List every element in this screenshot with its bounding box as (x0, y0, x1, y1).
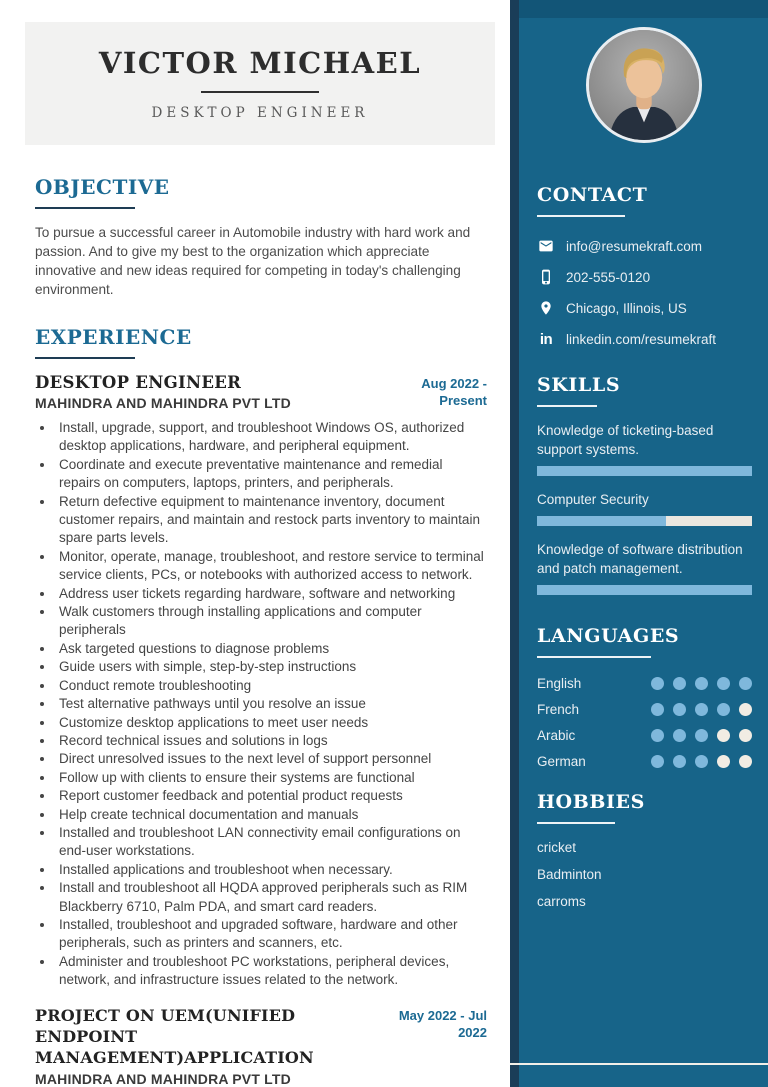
language-row (537, 702, 752, 717)
skill-bar-fill (537, 585, 752, 595)
languages-section (537, 625, 752, 769)
skill-item (537, 540, 752, 595)
person-job-title: DESKTOP ENGINEER (151, 105, 369, 121)
job-entry-header (35, 373, 487, 411)
skill-item (537, 421, 752, 476)
level-dot (673, 755, 686, 768)
hobby-items (537, 840, 752, 909)
project-date: May 2022 - Jul 2022 (398, 1007, 487, 1040)
language-row (537, 676, 752, 691)
languages-heading-rule (537, 656, 651, 658)
job-entry-titles (35, 373, 377, 411)
level-dot (739, 703, 752, 716)
experience-bullet: • Return defective equipment to maintenance inventory, document customer repairs, and maintain and restock parts inventory to maintain spare parts levels. (55, 493, 487, 548)
contact-item (537, 237, 752, 255)
job-date: Aug 2022 - Present (421, 376, 487, 408)
level-dot (695, 755, 708, 768)
language-label: French (537, 702, 580, 717)
skill-item (537, 490, 752, 526)
skill-label: Knowledge of software distribution and patch management. (537, 542, 743, 576)
experience-heading-rule (35, 357, 135, 359)
project-entry-titles (35, 1005, 396, 1087)
contact-item (537, 330, 752, 348)
language-label: German (537, 754, 586, 769)
main-content (35, 175, 487, 1087)
languages-heading: LANGUAGES (537, 625, 680, 647)
level-dot (717, 703, 730, 716)
contact-item-text: 202-555-0120 (566, 269, 651, 285)
level-dot (717, 729, 730, 742)
location-icon (537, 299, 555, 317)
experience-bullet: • Installed and troubleshoot LAN connectivity email configurations on end-user workstations. (55, 824, 487, 861)
language-level-dots (651, 729, 752, 742)
hobby-item: Badminton (537, 867, 602, 882)
language-level-dots (651, 677, 752, 690)
contact-item-text: linkedin.com/resumekraft (566, 331, 717, 347)
experience-heading: EXPERIENCE (35, 325, 192, 349)
level-dot (739, 729, 752, 742)
profile-photo (586, 27, 702, 143)
experience-bullet: • Direct unresolved issues to the next level of support personnel (55, 750, 487, 768)
skill-bar (537, 516, 752, 526)
avatar-illustration (589, 30, 699, 140)
skill-items (537, 421, 752, 595)
experience-bullet: • Ask targeted questions to diagnose problems (55, 640, 487, 658)
level-dot (739, 677, 752, 690)
sidebar-content (537, 184, 752, 921)
objective-heading-rule (35, 207, 135, 209)
experience-bullet: • Installed applications and troubleshoot when necessary. (55, 861, 487, 879)
contact-items (537, 237, 752, 348)
job-title: DESKTOP ENGINEER (35, 373, 242, 392)
hobby-item: cricket (537, 840, 577, 855)
job-company: MAHINDRA AND MAHINDRA PVT LTD (35, 395, 291, 411)
level-dot (673, 729, 686, 742)
hobbies-heading: HOBBIES (537, 791, 645, 813)
level-dot (673, 677, 686, 690)
linkedin-icon: in (539, 330, 553, 348)
experience-bullet: • Record technical issues and solutions in logs (55, 732, 487, 750)
contact-item (537, 299, 752, 317)
project-title: PROJECT ON UEM(UNIFIED ENDPOINT MANAGEMENT)APPLICATION (35, 1005, 314, 1067)
experience-bullet: • Follow up with clients to ensure their systems are functional (55, 769, 487, 787)
objective-section (35, 175, 487, 299)
experience-bullet: • Install, upgrade, support, and troubleshoot Windows OS, authorized desktop applications, hardware, and peripheral equipment. (55, 419, 487, 456)
experience-bullet: • Monitor, operate, manage, troubleshoot, and restore service to terminal service clients, PCs, or notebooks with authorized access to network. (55, 548, 487, 585)
skill-bar-fill (537, 466, 752, 476)
language-label: English (537, 676, 582, 691)
experience-bullet: • Help create technical documentation and manuals (55, 806, 487, 824)
skills-heading: SKILLS (537, 374, 621, 396)
experience-bullet: • Report customer feedback and potential product requests (55, 787, 487, 805)
level-dot (739, 755, 752, 768)
skills-section (537, 374, 752, 595)
experience-bullet: • Conduct remote troubleshooting (55, 677, 487, 695)
contact-item-text: Chicago, Illinois, US (566, 300, 687, 316)
experience-bullet: • Install and troubleshoot all HQDA approved peripherals such as RIM Blackberry 6710, Palm PDA, and smart card readers. (55, 879, 487, 916)
experience-bullet: • Installed, troubleshoot and upgraded software, hardware and other peripherals, such as printers and scanners, etc. (55, 916, 487, 953)
level-dot (695, 703, 708, 716)
experience-section (35, 325, 487, 1087)
objective-heading: OBJECTIVE (35, 175, 170, 199)
hobbies-heading-rule (537, 822, 615, 824)
sidebar-divider-strip (510, 0, 519, 1087)
contact-item (537, 268, 752, 286)
level-dot (673, 703, 686, 716)
experience-bullet: • Administer and troubleshoot PC workstations, peripheral devices, network, and infrastructure issues related to the network. (55, 953, 487, 990)
level-dot (717, 755, 730, 768)
experience-bullet: • Test alternative pathways until you resolve an issue (55, 695, 487, 713)
level-dot (651, 703, 664, 716)
experience-bullet: • Walk customers through installing applications and computer peripherals (55, 603, 487, 640)
contact-section (537, 184, 752, 348)
level-dot (695, 677, 708, 690)
contact-heading: CONTACT (537, 184, 648, 206)
level-dot (695, 729, 708, 742)
experience-bullet: • Coordinate and execute preventative maintenance and remedial repairs on computers, laptops, printers, and peripherals. (55, 456, 487, 493)
level-dot (717, 677, 730, 690)
person-name: VICTOR MICHAEL (98, 46, 422, 80)
skill-bar (537, 466, 752, 476)
skills-heading-rule (537, 405, 597, 407)
contact-heading-rule (537, 215, 625, 217)
experience-bullet: • Address user tickets regarding hardware, software and networking (55, 585, 487, 603)
language-level-dots (651, 703, 752, 716)
language-level-dots (651, 755, 752, 768)
phone-icon (537, 268, 555, 286)
profile-photo-wrap (586, 27, 702, 143)
objective-text: To pursue a successful career in Automobile industry with hard work and passion. And to give my best to the organization which appreciate innovative and new ideas required for competing in today's challenging environment. (35, 225, 471, 297)
skill-label: Computer Security (537, 492, 649, 507)
skill-label: Knowledge of ticketing-based support systems. (537, 423, 714, 457)
project-entry-header (35, 1005, 487, 1087)
page-break-line (510, 1063, 768, 1065)
sidebar (519, 0, 768, 1087)
name-divider (201, 91, 319, 93)
name-header (25, 22, 495, 145)
hobby-item: carroms (537, 894, 586, 909)
level-dot (651, 677, 664, 690)
language-row (537, 754, 752, 769)
experience-bullets (55, 419, 487, 990)
language-row (537, 728, 752, 743)
contact-item-text: info@resumekraft.com (566, 238, 702, 254)
project-company: MAHINDRA AND MAHINDRA PVT LTD (35, 1070, 291, 1087)
email-icon (537, 237, 555, 255)
language-label: Arabic (537, 728, 576, 743)
experience-bullet: • Guide users with simple, step-by-step instructions (55, 658, 487, 676)
hobbies-section (537, 791, 752, 909)
skill-bar (537, 585, 752, 595)
level-dot (651, 729, 664, 742)
level-dot (651, 755, 664, 768)
experience-bullet: • Customize desktop applications to meet user needs (55, 714, 487, 732)
skill-bar-fill (537, 516, 666, 526)
language-rows (537, 676, 752, 769)
